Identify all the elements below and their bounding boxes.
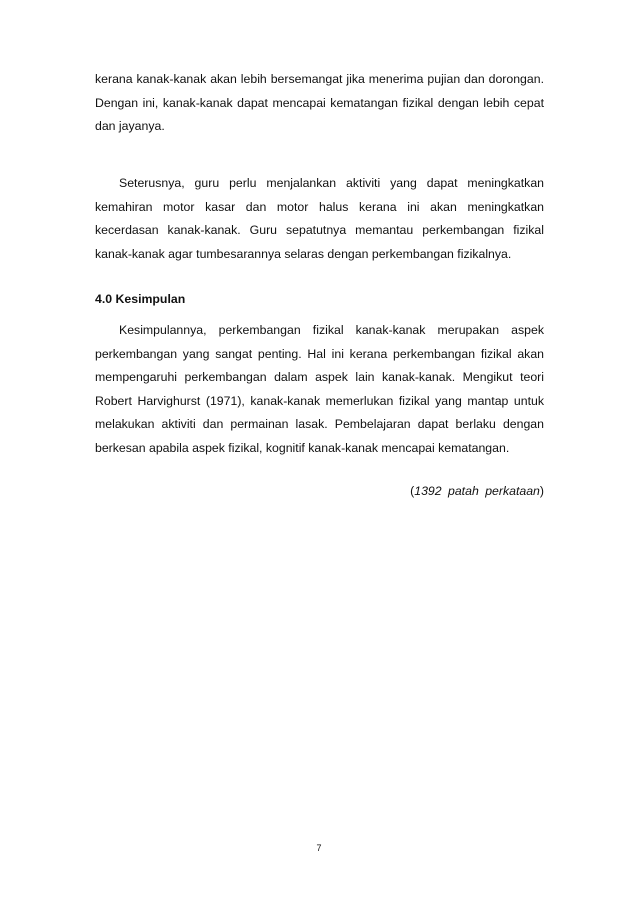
- paragraph-conclusion: Kesimpulannya, perkembangan fizikal kanak-kanak merupakan aspek perkembangan yang sangat penting. Hal ini kerana perkembangan fizikal akan mempengaruhi perkembangan dalam aspek lain kanak-kanak. Mengikut teori Robert Harvighurst (1971), kanak-kanak memerlukan fizikal yang mantap untuk melakukan aktiviti dan permainan lasak. Pembelajaran dapat berlaku dengan berkesan apabila aspek fizikal, kognitif kanak-kanak mencapai kematangan.: [95, 323, 544, 455]
- word-count-close-paren: ): [539, 484, 544, 498]
- paragraph-motor-skills: Seterusnya, guru perlu menjalankan aktiviti yang dapat meningkatkan kemahiran motor kasar dan motor halus kerana ini akan meningkatkan kecerdasan kanak-kanak. Guru sepatutnya memantau perkembangan fizikal kanak-kanak agar tumbesarannya selaras dengan perkembangan fizikalnya.: [95, 176, 544, 261]
- word-count: [95, 480, 544, 504]
- word-count-text: 1392 patah perkataan: [414, 484, 540, 498]
- page-number: 7: [316, 843, 322, 853]
- section-heading-conclusion: 4.0 Kesimpulan: [95, 292, 186, 306]
- word-count-open-paren: (: [410, 484, 415, 498]
- paragraph-intro-continuation: kerana kanak-kanak akan lebih bersemangat jika menerima pujian dan dorongan. Dengan ini, kanak-kanak dapat mencapai kematangan fizikal dengan lebih cepat dan jayanya.: [95, 72, 544, 134]
